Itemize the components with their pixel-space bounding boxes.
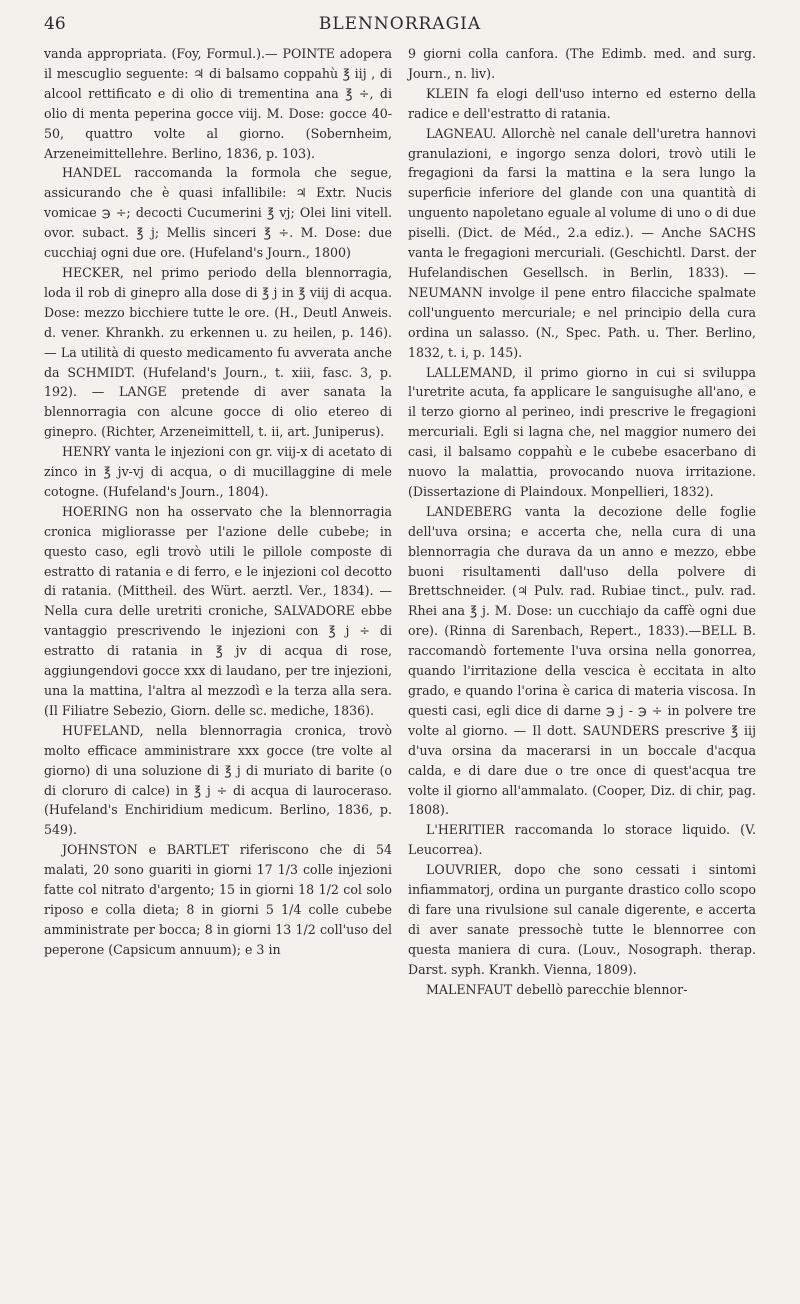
paragraph: vanda appropriata. (Foy, Formul.).— POINTE adopera il mescuglio seguente: ♃ di balsamo coppahù ℥ iij , di alcool rettificato e di olio di trementina ana ℥ ÷, di olio di menta peperina gocce viij. M. Dose: gocce 40-50, quattro volte al giorno. (Sobernheim, Arzeneimittellehre. Berlino, 1836, p. 103). xyxy=(44,46,392,161)
paragraph: HUFELAND, nella blennorragia cronica, trovò molto efficace amministrare xxx gocce (tre volte al giorno) di una soluzione di ℥ j di muriato di barite (o di cloruro di calce) in ℥ j ÷ di acqua di lauroceraso. (Hufeland's Enchiridium medicum. Berlino, 1836, p. 549). xyxy=(44,722,392,838)
paragraph: HOERING non ha osservato che la blennorragia cronica migliorasse per l'azione delle cubebe; in questo caso, egli trovò utili le pillole composte di estratto di ratania e di ferro, e le injezioni col decotto di ratania. (Mittheil. des Würt. aerztl. Ver., 1834). — Nella cura delle uretriti croniche, SALVADORE ebbe vantaggio prescrivendo le injezioni con ℥ j ÷ di estratto di ratania in ℥ jv di acqua di rose, aggiungendovi gocce xxx di laudano, per tre injezioni, una la mattina, l'altra al mezzodì e la terza alla sera. (Il Filiatre Sebezio, Giorn. delle sc. mediche, 1836). xyxy=(44,503,392,718)
paragraph: MALENFAUT debellò parecchie blennor- xyxy=(426,981,688,997)
text-columns xyxy=(44,44,756,1290)
paragraph: LALLEMAND, il primo giorno in cui si sviluppa l'uretrite acuta, fa applicare le sanguisughe all'ano, e il terzo giorno al perineo, indi prescrive le fregagioni mercuriali. Egli si lagna che, nel maggior numero dei casi, il balsamo coppahù e le cubebe esacerbano di nuovo la malattia, provocando nuova irritazione. (Dissertazione di Plaindoux. Monpellieri, 1832). xyxy=(408,364,756,499)
page-header xyxy=(44,14,756,40)
paragraph: LANDEBERG vanta la decozione delle foglie dell'uva orsina; e accerta che, nella cura di una blennorragia che durava da un anno e mezzo, ebbe buoni risultamenti dall'uso della polvere di Brettschneider. (♃ Pulv. rad. Rubiae tinct., pulv. rad. Rhei ana ℥ j. M. Dose: un cucchiajo da caffè ogni due ore). (Rinna di Sarenbach, Repert., 1833).—BELL B. raccomandò fortemente l'uva orsina nella gonorrea, quando l'irritazione della vescica è eccitata in alto grado, e quando l'orina è carica di materia viscosa. In questi casi, egli dice di darne ℈ j - ℈ ÷ in polvere tre volte al giorno. — Il dott. SAUNDERS prescrive ℥ iij d'uva orsina da macerarsi in un boccale d'acqua calda, e di dare due o tre once di quest'acqua tre volte il giorno all'ammalato. (Cooper, Diz. di chir, pag. 1808). xyxy=(408,503,756,818)
left-column xyxy=(44,44,392,1290)
paragraph: L'HERITIER raccomanda lo storace liquido. (V. Leucorrea). xyxy=(408,822,756,858)
page-number: 46 xyxy=(44,14,66,34)
paragraph: KLEIN fa elogi dell'uso interno ed esterno della radice e dell'estratto di ratania. xyxy=(408,85,756,121)
paragraph: HENRY vanta le injezioni con gr. viij-x di acetato di zinco in ℥ jv-vj di acqua, o di mucillaggine di mele cotogne. (Hufeland's Journ., 1804). xyxy=(44,444,392,499)
running-title: BLENNORRAGIA xyxy=(318,14,482,34)
paragraph: LOUVRIER, dopo che sono cessati i sintomi infiammatorj, ordina un purgante drastico collo scopo di fare una rivulsione sul canale digerente, e accerta di aver sanate pressochè tutte le blennorree con questa maniera di cura. (Louv., Nosograph. therap. Darst. syph. Krankh. Vienna, 1809). xyxy=(408,862,756,977)
paragraph: LAGNEAU. Allorchè nel canale dell'uretra hannovi granulazioni, e ingorgo senza dolori, trovò utili le fregagioni da farsi la mattina e la sera lungo la superficie inferiore del glande con una quantità di unguento napoletano eguale al volume di uno o di due piselli. (Dict. de Méd., 2.a ediz.). — Anche SACHS vanta le fregagioni mercuriali. (Geschichtl. Darst. der Hufelandischen Gesellsch. in Berlin, 1833). — NEUMANN involge il pene entro filacciche spalmate coll'unguento mercuriale; e nel principio della cura ordina un salasso. (N., Spec. Path. u. Ther. Berlino, 1832, t. i, p. 145). xyxy=(408,125,756,360)
right-column xyxy=(408,44,756,1290)
paragraph: 9 giorni colla canfora. (The Edimb. med. and surg. Journ., n. liv). xyxy=(408,46,756,81)
paragraph: HANDEL raccomanda la formola che segue, assicurando che è quasi infallibile: ♃ Extr. Nucis vomicae ℈ ÷; decocti Cucumerini ℥ vj; Olei lini vitell. ovor. subact. ℥ j; Mellis sinceri ℥ ÷. M. Dose: due cucchiaj ogni due ore. (Hufeland's Journ., 1800) xyxy=(44,165,392,261)
paragraph: JOHNSTON e BARTLET riferiscono che di 54 malati, 20 sono guariti in giorni 17 1/3 colle injezioni fatte col nitrato d'argento; 15 in giorni 18 1/2 col solo riposo e colla dieta; 8 in giorni 5 1/4 colle cubebe amministrate per bocca; 8 in giorni 13 1/2 coll'uso del peperone (Capsicum annuum); e 3 in xyxy=(44,842,392,957)
paragraph: HECKER, nel primo periodo della blennorragia, loda il rob di ginepro alla dose di ℥ j in ℥ viij di acqua. Dose: mezzo bicchiere tutte le ore. (H., Deutl Anweis. d. vener. Khrankh. zu erkennen u. zu heilen, p. 146).— La utilità di questo medicamento fu avverata anche da SCHMIDT. (Hufeland's Journ., t. xiii, fasc. 3, p. 192). — LANGE pretende di aver sanata la blennorragia con alcune gocce di olio etereo di ginepro. (Richter, Arzeneimittell, t. ii, art. Juniperus). xyxy=(44,264,392,440)
